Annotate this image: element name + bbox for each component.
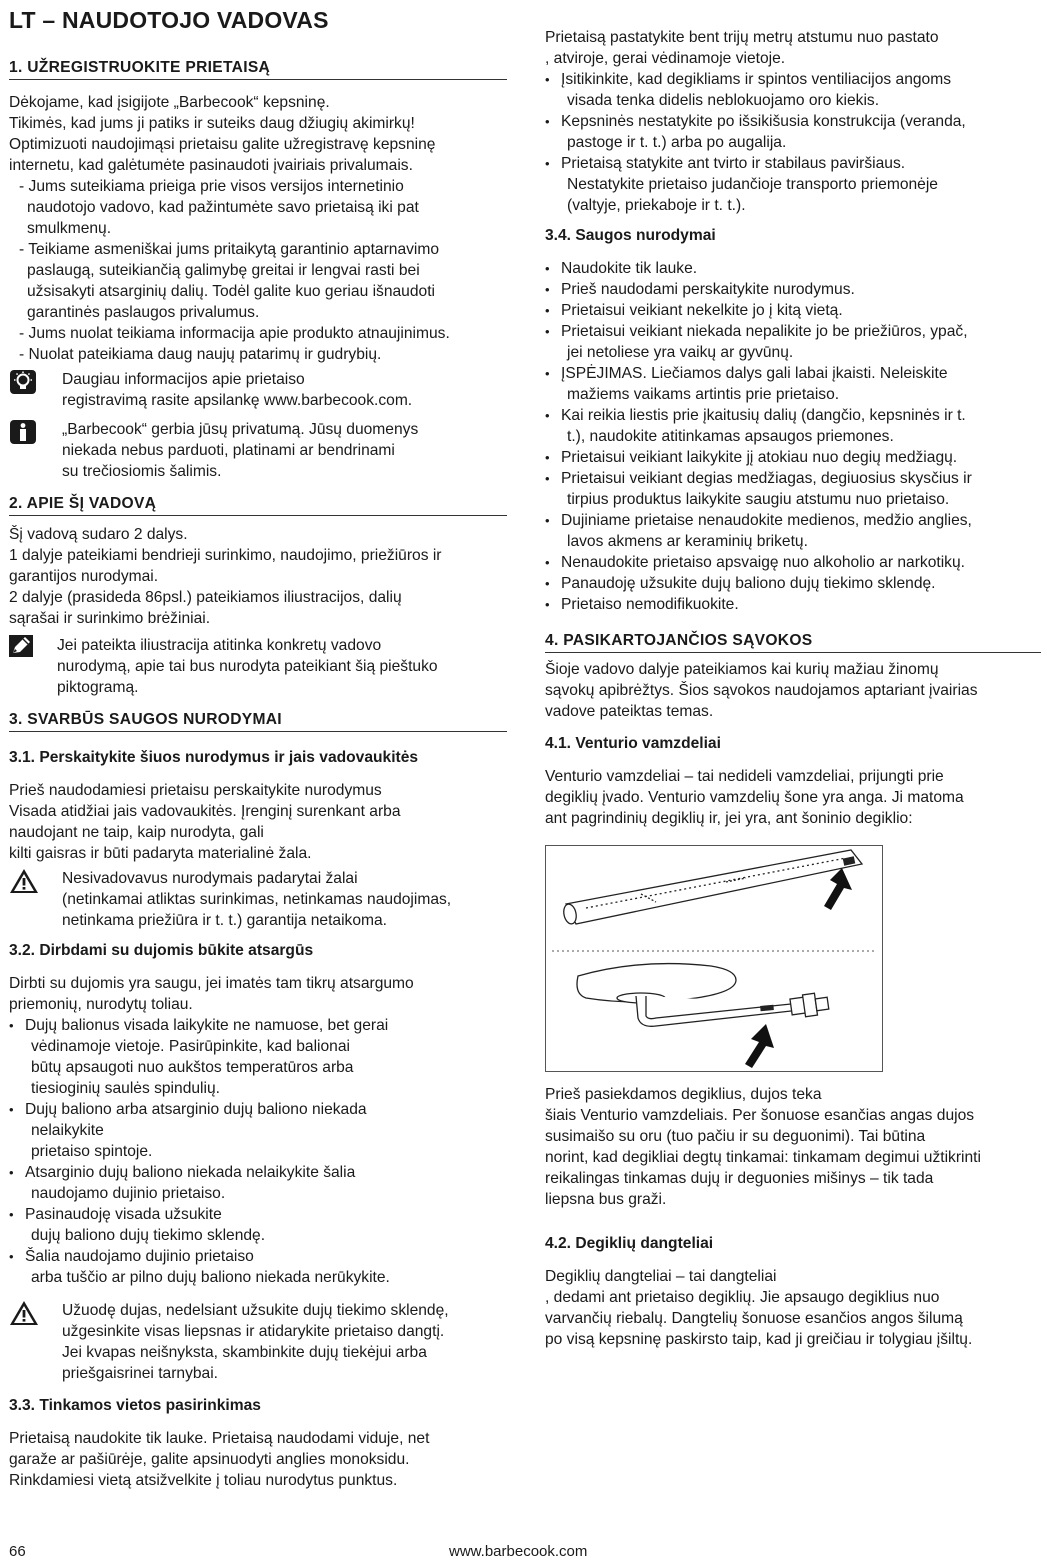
bullet-item: • Įsitikinkite, kad degikliams ir spintos ventiliacijos angoms visada tenka didelis neblokuojamo oro kiekis. [545, 69, 1041, 111]
bullet-item: • Dujų baliono arba atsarginio dujų baliono niekada nelaikykite prietaiso spintoje. [9, 1099, 507, 1162]
s31-line: Visada atidžiai jais vadovaukitės. Įrenginį surenkant arba [9, 803, 401, 820]
s34-bullet-list [545, 258, 1041, 615]
bullet-item: • Prietaiso nemodifikuokite. [545, 594, 1041, 615]
s32-line: Dirbti su dujomis yra saugu, jei imatės tam tikrų atsargumo [9, 975, 414, 992]
s42-heading: 4.2. Degiklių dangteliai [545, 1235, 714, 1252]
s41-after-line: norint, kad degikliai degtų tinkamai: tinkamam degimui užtikrinti [545, 1149, 981, 1166]
s41-after-line: susimaišo su oru (tuo pačiu ir su deguonimi). Tai būtina [545, 1128, 926, 1145]
pencil-icon [9, 635, 35, 661]
bullet-item: • Dujų balionus visada laikykite ne namuose, bet gerai vėdinamoje vietoje. Pasirūpinkite, kad balionai būtų apsaugoti nuo aukštos temperatūros arba tiesioginių saulės spindulių. [9, 1015, 507, 1099]
s33-cont-line: , atviroje, gerai vėdinamoje vietoje. [545, 50, 786, 67]
warning-icon [9, 868, 39, 894]
s1-line: Optimizuoti naudojimąsi prietaisu galite užregistravę kepsninę [9, 136, 436, 153]
dash-item-cont: smulkmenų. [27, 220, 112, 237]
s2-line: 1 dalyje pateikiami bendrieji surinkimo, naudojimo, priežiūros ir [9, 547, 442, 564]
main-burner-venturi [562, 850, 862, 925]
s31-heading: 3.1. Perskaitykite šiuos nurodymus ir jais vadovaukitės [9, 749, 419, 766]
arrow-icon-lower [745, 1024, 774, 1068]
dash-item: - Jums suteikiama prieiga prie visos versijos internetinio [19, 178, 404, 195]
dash-item-cont: paslaugą, suteikiančią galimybę greitai ir lengvai rasti bei [27, 262, 420, 279]
s2-line: Šį vadovą sudaro 2 dalys. [9, 526, 188, 543]
s41-line: ant pagrindinių degiklių ir, jei yra, ant šoninio degiklio: [545, 810, 913, 827]
dash-item: - Nuolat pateikiama daug naujų patarimų ir gudrybių. [19, 346, 382, 363]
s34-heading: 3.4. Saugos nurodymai [545, 227, 716, 244]
s41-line: degiklių įvado. Venturio vamzdelių šone yra anga. Ji matoma [545, 789, 964, 806]
s33-line: Rinkdamiesi vietą atsižvelkite į toliau nurodytus punktus. [9, 1472, 398, 1489]
s33-cont-line: Prietaisą pastatykite bent trijų metrų atstumu nuo pastato [545, 29, 939, 46]
tip-line: Daugiau informacijos apie prietaiso [62, 371, 305, 388]
s41-after-line: liepsna bus graži. [545, 1191, 667, 1208]
s31-line: Prieš naudodamiesi prietaisu perskaitykite nurodymus [9, 782, 382, 799]
pencil-line: Jei pateikta iliustracija atitinka konkretų vadovo [57, 637, 382, 654]
bullet-item: • Naudokite tik lauke. [545, 258, 1041, 279]
s42-line: varvančių riebalų. Dangtelių šonuose esančios angos šilumą [545, 1310, 963, 1327]
s32-line: priemonių, nurodytų toliau. [9, 996, 193, 1013]
bullet-item: • Pasinaudoję visada užsukite dujų baliono dujų tiekimo sklendę. [9, 1204, 507, 1246]
s2-line: garantijos nurodymai. [9, 568, 159, 585]
warn-line: Užuodę dujas, nedelsiant užsukite dujų tiekimo sklendę, [62, 1302, 449, 1319]
info-line: „Barbecook“ gerbia jūsų privatumą. Jūsų duomenys [62, 421, 419, 438]
pencil-note [9, 635, 507, 698]
section-2-heading: 2. APIE ŠĮ VADOVĄ [9, 494, 507, 516]
tip-line: registravimą rasite apsilankę www.barbecook.com. [62, 392, 413, 409]
s33-line: garaže ar pašiūrėje, galite apsinuodyti anglies monoksidu. [9, 1451, 410, 1468]
venturi-illustration [546, 846, 882, 1071]
s4-line: Šioje vadovo dalyje pateikiamos kai kurių mažiau žinomų [545, 661, 939, 678]
warn-line: užgesinkite visas liepsnas ir atidarykite prietaiso dangtį. [62, 1323, 445, 1340]
right-column [545, 27, 1041, 1350]
s41-line: Venturio vamzdeliai – tai nedideli vamzdeliai, prijungti prie [545, 768, 944, 785]
arrow-icon-upper [824, 868, 852, 910]
pencil-line: piktogramą. [57, 679, 139, 696]
s42-line: Degiklių dangteliai – tai dangteliai [545, 1268, 777, 1285]
bullet-item: • Kai reikia liestis prie įkaitusių dalių (dangčio, kepsninės ir t. t.), naudokite atitinkamas apsaugos priemones. [545, 405, 1041, 447]
s33-heading: 3.3. Tinkamos vietos pasirinkimas [9, 1397, 261, 1414]
warn-line: netinkama priežiūra ir t. t.) garantija netaikoma. [62, 912, 388, 929]
warn-line: priešgaisrinei tarnybai. [62, 1365, 219, 1382]
s1-dash-list [9, 176, 507, 365]
page-title: LT – NAUDOTOJO VADOVAS [9, 7, 329, 33]
s41-heading: 4.1. Venturio vamzdeliai [545, 735, 721, 752]
bullet-item: • Dujiniame prietaise nenaudokite medienos, medžio anglies, lavos akmens ar keraminių briketų. [545, 510, 1041, 552]
footer-url: www.barbecook.com [449, 1543, 588, 1560]
warn-line: (netinkamai atliktas surinkimas, netinkamas naudojimas, [62, 891, 452, 908]
dash-item: - Teikiame asmeniškai jums pritaikytą garantinio aptarnavimo [19, 241, 440, 258]
s41-after-line: Prieš pasiekdamos degiklius, dujos teka [545, 1086, 822, 1103]
left-column [9, 0, 507, 1491]
bullet-item: • Šalia naudojamo dujinio prietaiso arba tuščio ar pilno dujų baliono niekada nerūkykite. [9, 1246, 507, 1288]
s42-line: , dedami ant prietaiso degiklių. Jie apsaugo degiklius nuo [545, 1289, 940, 1306]
bullet-item: • ĮSPĖJIMAS. Liečiamos dalys gali labai įkaisti. Neleiskite mažiems vaikams artintis prie prietaiso. [545, 363, 1041, 405]
s41-after-line: reikalingas tinkamas dujų ir deguonies mišinys – tik tada [545, 1170, 934, 1187]
page-number: 66 [9, 1543, 26, 1560]
s33-bullet-list [545, 69, 1041, 216]
s4-line: vadove pateiktas temas. [545, 703, 714, 720]
bullet-item: • Nenaudokite prietaiso apsvaigę nuo alkoholio ar narkotikų. [545, 552, 1041, 573]
section-1-heading: 1. UŽREGISTRUOKITE PRIETAISĄ [9, 58, 507, 80]
pencil-line: nurodymą, apie tai bus nurodyta pateikiant šią pieštuko [57, 658, 438, 675]
bullet-item: • Prieš naudodami perskaitykite nurodymus. [545, 279, 1041, 300]
side-burner-venturi [577, 964, 829, 1027]
s32-bullet-list [9, 1015, 507, 1288]
bullet-item: • Atsarginio dujų baliono niekada nelaikykite šalia naudojamo dujinio prietaiso. [9, 1162, 507, 1204]
s33-line: Prietaisą naudokite tik lauke. Prietaisą naudodami viduje, net [9, 1430, 430, 1447]
bullet-item: • Prietaisui veikiant niekada nepalikite jo be priežiūros, ypač, jei netoliese yra vaikų ar gyvūnų. [545, 321, 1041, 363]
s31-line: naudojant ne taip, kaip nurodyta, gali [9, 824, 264, 841]
info-line: su trečiosiomis šalimis. [62, 463, 222, 480]
s32-heading: 3.2. Dirbdami su dujomis būkite atsargūs [9, 942, 314, 959]
dash-item-cont: užsisakyti atsarginių dalių. Todėl galite kuo geriau išnaudoti [27, 283, 435, 300]
warning-note-gas [9, 1300, 507, 1384]
dash-item-cont: naudotojo vadovo, kad pažintumėte savo prietaisą iki pat [27, 199, 419, 216]
bullet-item: • Prietaisui veikiant nekelkite jo į kitą vietą. [545, 300, 1041, 321]
warn-line: Nesivadovavus nurodymais padarytai žalai [62, 870, 358, 887]
info-icon [9, 419, 39, 445]
warn-line: Jei kvapas neišnyksta, skambinkite dujų tiekėjui arba [62, 1344, 427, 1361]
warning-note [9, 868, 507, 931]
info-note [9, 419, 507, 482]
section-4-heading: 4. PASIKARTOJANČIOS SĄVOKOS [545, 631, 1041, 653]
s41-after-line: šiais Venturio vamzdeliais. Per šonuose esančias angas dujos [545, 1107, 975, 1124]
info-line: niekada nebus parduoti, platinami ar bendrinami [62, 442, 395, 459]
s31-line: kilti gaisras ir būti padaryta materialinė žala. [9, 845, 312, 862]
tip-note [9, 369, 507, 411]
bullet-item: • Panaudoję užsukite dujų baliono dujų tiekimo sklendę. [545, 573, 1041, 594]
s1-line: Dėkojame, kad įsigijote „Barbecook“ kepsninę. [9, 94, 330, 111]
section-3-heading: 3. SVARBŪS SAUGOS NURODYMAI [9, 710, 507, 732]
s2-line: 2 dalyje (prasideda 86psl.) pateikiamos iliustracijos, dalių [9, 589, 402, 606]
bullet-item: • Kepsninės nestatykite po išsikišusia konstrukcija (veranda, pastoge ir t. t.) arba po augalija. [545, 111, 1041, 153]
bullet-item: • Prietaisą statykite ant tvirto ir stabilaus paviršiaus. Nestatykite prietaiso judančioje transporto priemonėje (valtyje, priekaboje ir t. t.). [545, 153, 1041, 216]
s4-line: sąvokų apibrėžtys. Šios sąvokos naudojamos aptariant įvairias [545, 682, 978, 699]
s2-line: sąrašai ir surinkimo brėžiniai. [9, 610, 211, 627]
lightbulb-icon [9, 369, 39, 395]
s42-line: po visą kepsninę paskirsto taip, kad ji greičiau ir tolygiau įšiltų. [545, 1331, 973, 1348]
bullet-item: • Prietaisui veikiant degias medžiagas, degiuosius skysčius ir tirpius produktus laikykite saugiu atstumu nuo prietaiso. [545, 468, 1041, 510]
dash-item: - Jums nuolat teikiama informacija apie produkto atnaujinimus. [19, 325, 450, 342]
venturi-tube-figure [545, 845, 883, 1072]
s1-line: internetu, kad galėtumėte pasinaudoti įvairiais privalumais. [9, 157, 413, 174]
s1-line: Tikimės, kad jums ji patiks ir suteiks daug džiugių akimirkų! [9, 115, 415, 132]
dash-item-cont: garantinės paslaugos privalumus. [27, 304, 260, 321]
bullet-item: • Prietaisui veikiant laikykite jį atokiau nuo degių medžiagų. [545, 447, 1041, 468]
warning-icon [9, 1300, 39, 1326]
